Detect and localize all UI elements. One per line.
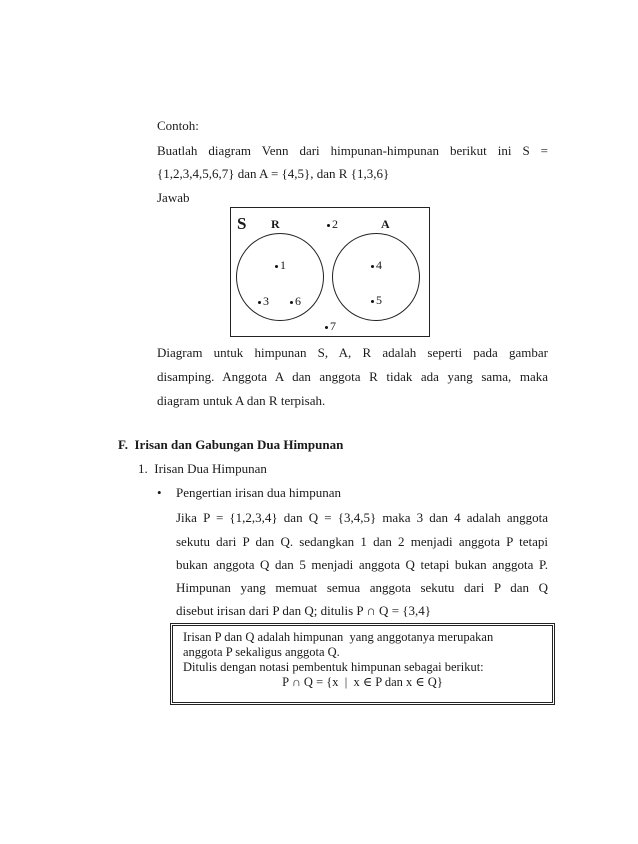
- answer-label: Jawab: [157, 190, 190, 205]
- subsection-heading: 1. Irisan Dua Himpunan: [138, 461, 267, 476]
- set-a-label: A: [381, 217, 390, 231]
- paragraph-line-3: bukan anggota Q dan 5 menjadi anggota Q tetapi bukan anggota P.: [176, 557, 548, 572]
- definition-formula: P ∩ Q = {x | x ∈ P dan x ∈ Q}: [282, 675, 443, 689]
- definition-line-2: anggota P sekaligus anggota Q.: [183, 645, 340, 659]
- venn-element-5: 5: [371, 294, 382, 306]
- definition-box: [170, 623, 555, 705]
- explanation-line-1: Diagram untuk himpunan S, A, R adalah seperti pada gambar: [157, 345, 548, 360]
- explanation-line-3: diagram untuk A dan R terpisah.: [157, 393, 326, 408]
- example-text-line-2: {1,2,3,4,5,6,7} dan A = {4,5}, dan R {1,3,6}: [157, 166, 390, 181]
- venn-element-6: 6: [290, 295, 301, 307]
- example-text-line-1: Buatlah diagram Venn dari himpunan-himpunan berikut ini S =: [157, 143, 548, 158]
- universal-set-label: S: [237, 214, 247, 233]
- definition-line-3: Ditulis dengan notasi pembentuk himpunan sebagai berikut:: [183, 660, 484, 674]
- explanation-line-2: disamping. Anggota A dan anggota R tidak ada yang sama, maka: [157, 369, 548, 384]
- venn-element-4: 4: [371, 259, 382, 271]
- set-r-circle: [236, 233, 324, 321]
- set-r-label: R: [271, 217, 280, 231]
- venn-element-7: 7: [325, 320, 336, 332]
- venn-element-3: 3: [258, 295, 269, 307]
- bullet-icon: •: [157, 485, 162, 500]
- venn-element-1: 1: [275, 259, 286, 271]
- set-a-circle: [332, 233, 420, 321]
- venn-element-2: 2: [327, 218, 338, 230]
- bullet-text: Pengertian irisan dua himpunan: [176, 485, 341, 500]
- definition-line-1: Irisan P dan Q adalah himpunan yang anggotanya merupakan: [183, 630, 494, 644]
- paragraph-line-1: Jika P = {1,2,3,4} dan Q = {3,4,5} maka 3 dan 4 adalah anggota: [176, 510, 548, 525]
- paragraph-line-2: sekutu dari P dan Q. sedangkan 1 dan 2 menjadi anggota P tetapi: [176, 534, 548, 549]
- paragraph-line-5: disebut irisan dari P dan Q; ditulis P ∩ Q = {3,4}: [176, 603, 432, 618]
- example-label: Contoh:: [157, 118, 199, 133]
- venn-diagram: [230, 207, 430, 337]
- section-heading: F. Irisan dan Gabungan Dua Himpunan: [118, 437, 344, 452]
- paragraph-line-4: Himpunan yang memuat semua anggota sekutu dari P dan Q: [176, 580, 548, 595]
